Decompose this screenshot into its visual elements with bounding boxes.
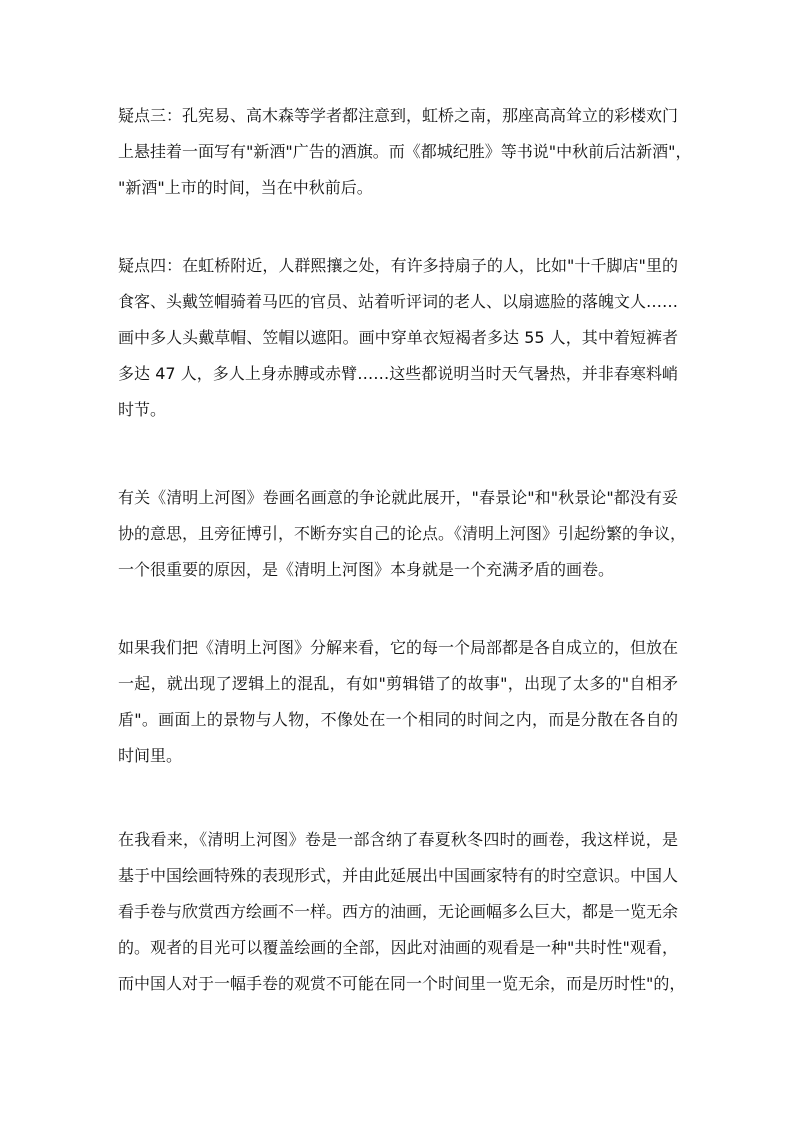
text-line: 基于中国绘画特殊的表现形式，并由此延展出中国画家特有的时空意识。中国人 bbox=[118, 866, 679, 885]
text-line: 有关《清明上河图》卷画名画意的争论就此展开，"春景论"和"秋景论"都没有妥 bbox=[118, 488, 678, 507]
text-line: 时间里。 bbox=[118, 746, 183, 765]
text-line: 在我看来，《清明上河图》卷是一部含纳了春夏秋冬四时的画卷，我这样说，是 bbox=[118, 830, 678, 849]
paragraph-decomposition bbox=[118, 630, 678, 774]
text-line: "新酒"上市的时间，当在中秋前后。 bbox=[118, 178, 373, 197]
paragraph-controversy bbox=[118, 480, 687, 588]
text-line: 疑点四：在虹桥附近，人群熙攘之处，有许多持扇子的人，比如"十千脚店"里的 bbox=[118, 256, 678, 275]
text-line: 上悬挂着一面写有"新酒"广告的酒旗。而《都城纪胜》等书说"中秋前后沽新酒"， bbox=[118, 142, 692, 161]
text-line: 协的意思，且旁征博引，不断夯实自己的论点。《清明上河图》引起纷繁的争议， bbox=[118, 524, 687, 543]
text-line: 食客、头戴笠帽骑着马匹的官员、站着听评词的老人、以扇遮脸的落魄文人…… bbox=[118, 292, 679, 311]
text-line: 如果我们把《清明上河图》分解来看，它的每一个局部都是各自成立的，但放在 bbox=[118, 638, 679, 657]
text-line: 疑点三：孔宪易、高木森等学者都注意到，虹桥之南，那座高高耸立的彩楼欢门 bbox=[118, 106, 679, 125]
paragraph-doubt-three bbox=[118, 98, 692, 206]
paragraph-doubt-four bbox=[118, 248, 678, 428]
text-line: 画中多人头戴草帽、笠帽以遮阳。画中穿单衣短褐者多达 55 人，其中着短裤者 bbox=[118, 328, 678, 347]
text-line: 看手卷与欣赏西方绘画不一样。西方的油画，无论画幅多么巨大，都是一览无余 bbox=[118, 902, 679, 921]
text-line: 而中国人对于一幅手卷的观赏不可能在同一个时间里一览无余，而是历时性"的， bbox=[118, 974, 686, 993]
text-line: 的。观者的目光可以覆盖绘画的全部，因此对油画的观看是一种"共时性"观看， bbox=[118, 938, 678, 957]
text-line: 时节。 bbox=[118, 400, 167, 419]
text-line: 一起，就出现了逻辑上的混乱，有如"剪辑错了的故事"，出现了太多的"自相矛 bbox=[118, 674, 678, 693]
text-line: 多达 47 人，多人上身赤膊或赤臂……这些都说明当时天气暑热，并非春寒料峭 bbox=[118, 364, 678, 383]
text-line: 一个很重要的原因，是《清明上河图》本身就是一个充满矛盾的画卷。 bbox=[118, 560, 615, 579]
text-line: 盾"。画面上的景物与人物，不像处在一个相同的时间之内，而是分散在各自的 bbox=[118, 710, 678, 729]
paragraph-four-seasons bbox=[118, 822, 686, 1002]
